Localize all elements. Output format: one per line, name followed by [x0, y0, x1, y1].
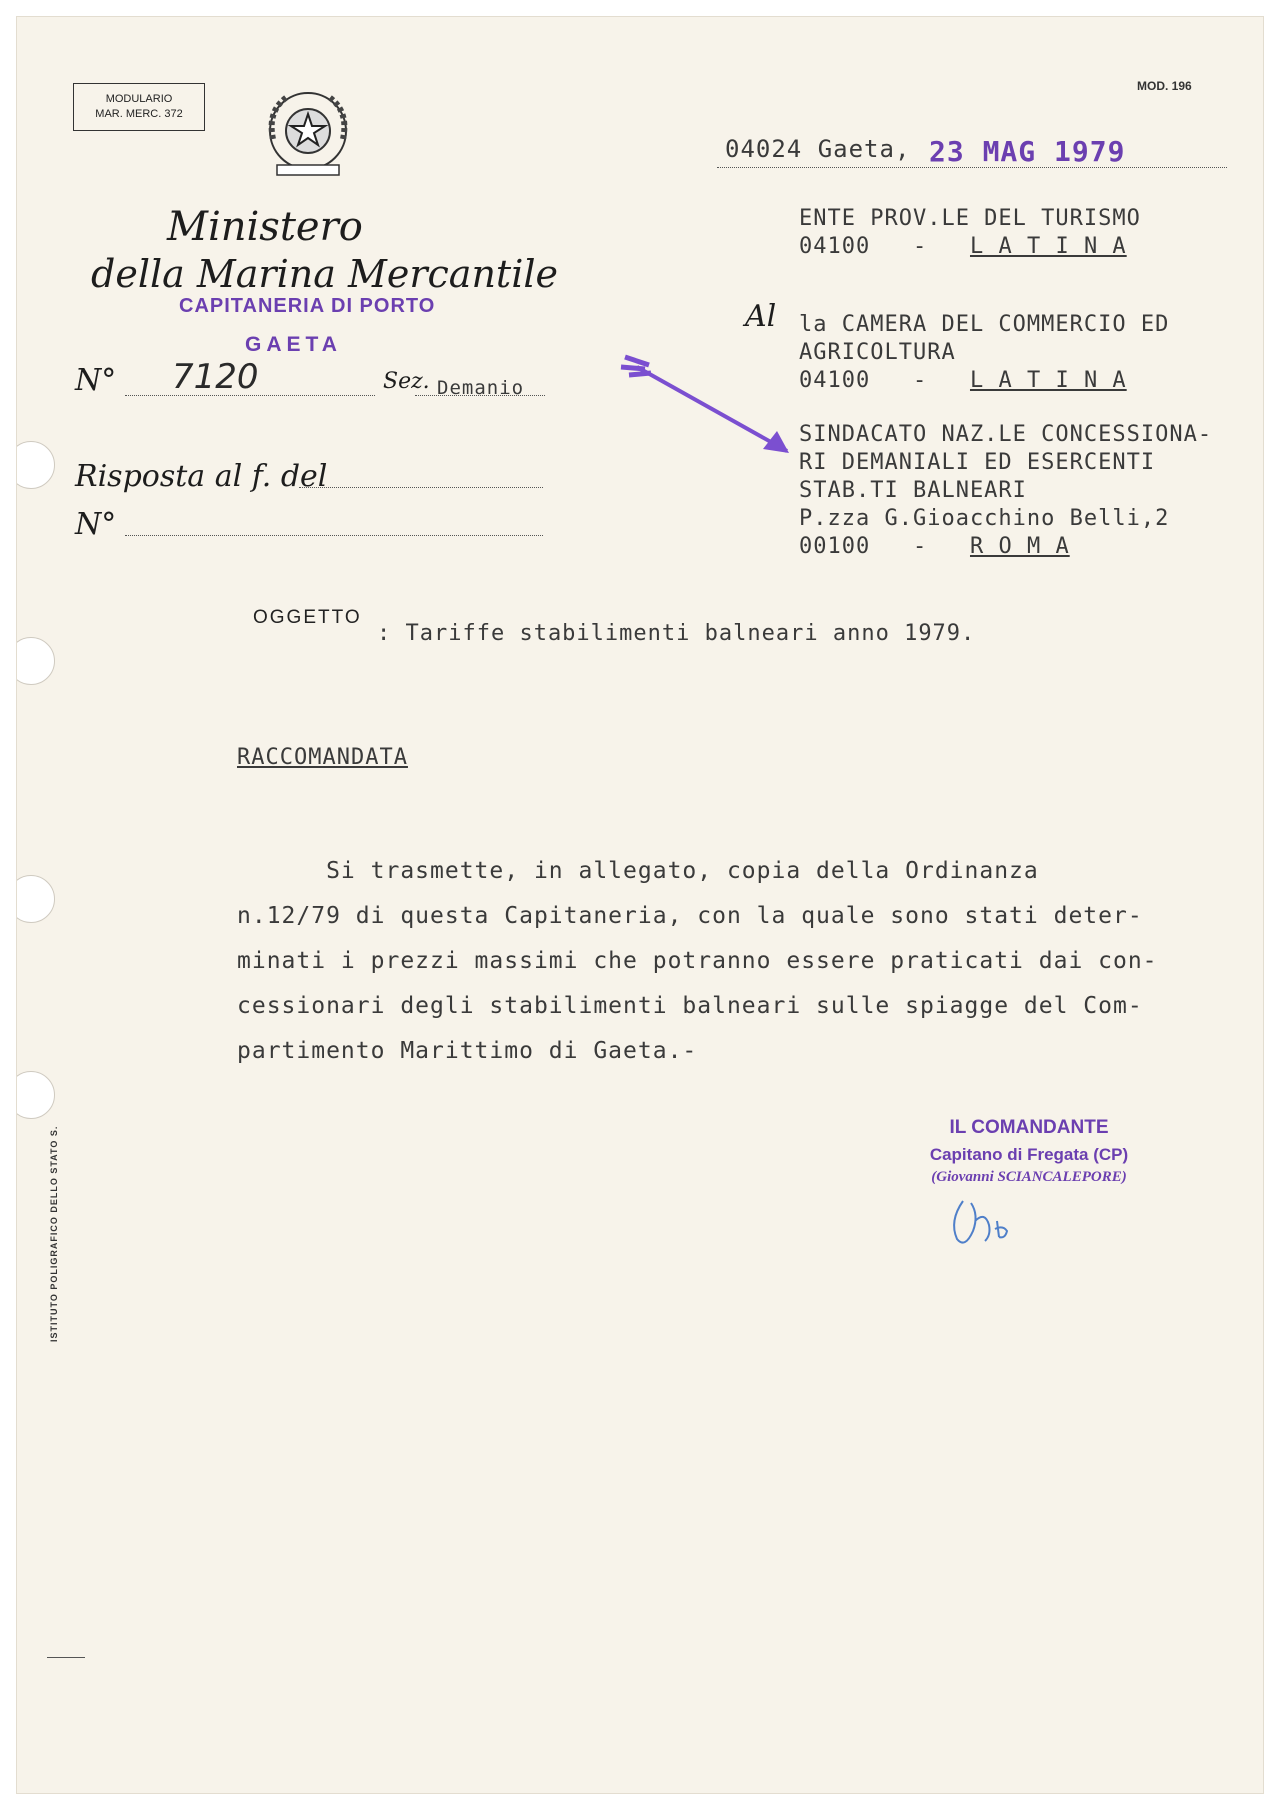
punch-hole [16, 875, 55, 923]
recipient-3-name: SINDACATO NAZ.LE CONCESSIONA- [799, 422, 1213, 447]
subject-label: OGGETTO [253, 607, 362, 628]
section-value: Demanio [437, 377, 525, 399]
recipient-3-city-line [799, 533, 1212, 561]
recipient-prefix: Al [745, 299, 777, 334]
protocol-number-label: N° [75, 363, 117, 398]
recipient-3 [799, 421, 1212, 561]
recipient-1 [799, 205, 1141, 261]
recipient-3-name-cont: RI DEMANIALI ED ESERCENTI [799, 450, 1156, 475]
signatory-name: (Giovanni SCIANCALEPORE) [931, 1169, 1127, 1185]
modulario-box [73, 83, 205, 131]
reply-reference-label: Risposta al f. del [75, 459, 328, 494]
fold-mark [47, 1657, 85, 1658]
recipient-2 [799, 311, 1169, 395]
body-line: minati i prezzi massimi che potranno essere praticati dai con- [237, 948, 1158, 974]
printer-imprint: ISTITUTO POLIGRAFICO DELLO STATO S. [49, 1125, 59, 1342]
punch-hole [16, 637, 55, 685]
modulario-line1: MODULARIO [105, 93, 173, 105]
body-line: cessionari degli stabilimenti balneari sulle spiagge del Com- [237, 993, 1143, 1019]
form-code: MOD. 196 [1137, 79, 1192, 93]
recipient-2-name: la CAMERA DEL COMMERCIO ED [799, 312, 1170, 337]
recipient-3-dash: - [912, 534, 928, 559]
signatory-rank: Capitano di Fregata (CP) [929, 1145, 1129, 1164]
subject-text: : Tariffe stabilimenti balneari anno 1979. [377, 621, 976, 646]
reply-number-label: N° [75, 507, 117, 542]
recipient-1-city-line [799, 233, 1141, 261]
date-place: 04024 Gaeta, [725, 135, 911, 163]
recipient-2-cap: 04100 [799, 368, 871, 393]
date-line [717, 167, 1227, 168]
letter-body [237, 849, 1197, 1074]
punch-hole [16, 1071, 55, 1119]
arrow-stamp-icon [617, 353, 807, 465]
recipient-2-dash: - [912, 368, 928, 393]
office-stamp-city: GAETA [245, 333, 342, 356]
recipient-3-cap: 00100 [799, 534, 871, 559]
recipient-3-city: R O M A [969, 534, 1070, 559]
punch-hole [16, 441, 55, 489]
reply-reference-line [299, 487, 543, 488]
ministry-name-line1: Ministero [167, 204, 363, 250]
body-line: n.12/79 di questa Capitaneria, con la quale sono stati deter- [237, 903, 1143, 929]
recipient-1-cap: 04100 [799, 234, 871, 259]
recipient-2-city: L A T I N A [969, 368, 1127, 393]
recipient-3-name-cont2: STAB.TI BALNEARI [799, 478, 1027, 503]
republic-emblem-icon [253, 81, 363, 191]
recipient-1-name: ENTE PROV.LE DEL TURISMO [799, 206, 1141, 231]
reply-number-line [125, 535, 543, 536]
signatory-title: IL COMANDANTE [949, 1117, 1109, 1138]
section-label: Sez. [383, 369, 430, 394]
body-line: Si trasmette, in allegato, copia della Ordinanza [237, 858, 1039, 884]
protocol-number-value: 7120 [172, 357, 259, 397]
mail-type: RACCOMANDATA [237, 745, 408, 770]
recipient-1-city: L A T I N A [969, 234, 1127, 259]
ministry-name-line2: della Marina Mercantile [91, 252, 558, 296]
date-stamp: 23 MAG 1979 [929, 135, 1126, 168]
letter-page [16, 16, 1264, 1794]
modulario-line2: MAR. MERC. 372 [95, 108, 183, 120]
recipient-2-city-line [799, 367, 1169, 395]
recipient-2-name-cont: AGRICOLTURA [799, 340, 956, 365]
body-line: partimento Marittimo di Gaeta.- [237, 1038, 698, 1064]
recipient-3-street: P.zza G.Gioacchino Belli,2 [799, 506, 1170, 531]
office-stamp: CAPITANERIA DI PORTO [179, 295, 436, 317]
recipient-1-dash: - [912, 234, 928, 259]
handwritten-signature [945, 1191, 1025, 1255]
